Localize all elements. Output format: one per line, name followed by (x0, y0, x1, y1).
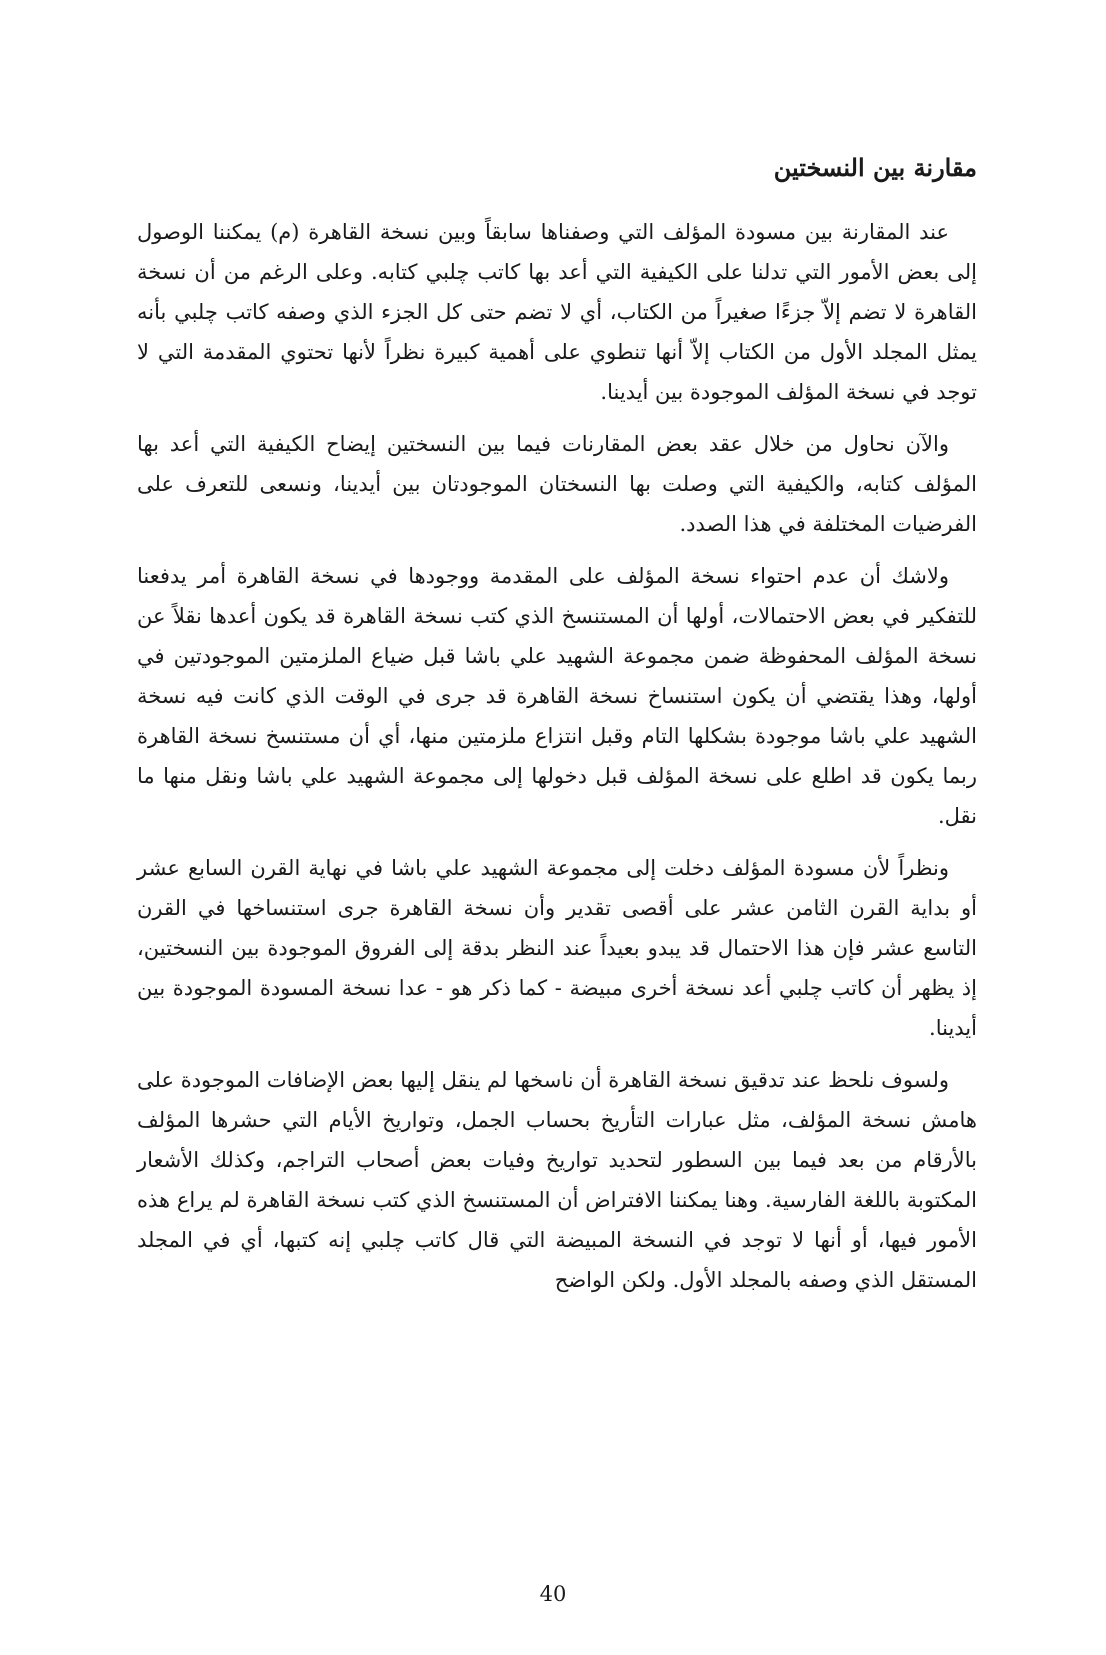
paragraph-2: والآن نحاول من خلال عقد بعض المقارنات فيما بين النسختين إيضاح الكيفية التي أعد بها المؤلف كتابه، والكيفية التي وصلت بها النسختان الموجودتان بين أيدينا، ونسعى للتعرف على الفرضيات المختلفة في هذا الصدد. (137, 432, 977, 536)
paragraph-1: عند المقارنة بين مسودة المؤلف التي وصفناها سابقاً وبين نسخة القاهرة (م) يمكننا الوصول إلى بعض الأمور التي تدلنا على الكيفية التي أعد بها كاتب چلبي كتابه. وعلى الرغم من أن نسخة القاهرة لا تضم إلاّ جزءًا صغيراً من الكتاب، أي لا تضم حتى كل الجزء الذي وصفه كاتب چلبي بأنه يمثل المجلد الأول من الكتاب إلاّ أنها تنطوي على أهمية كبيرة نظراً لأنها تحتوي المقدمة التي لا توجد في نسخة المؤلف الموجودة بين أيدينا. (137, 220, 977, 404)
paragraph-5: ولسوف نلحظ عند تدقيق نسخة القاهرة أن ناسخها لم ينقل إليها بعض الإضافات الموجودة على هامش نسخة المؤلف، مثل عبارات التأريخ بحساب الجمل، وتواريخ الأيام التي حشرها المؤلف بالأرقام من بعد فيما بين السطور لتحديد تواريخ وفيات بعض أصحاب التراجم، وكذلك الأشعار المكتوبة باللغة الفارسية. وهنا يمكننا الافتراض أن المستنسخ الذي كتب نسخة القاهرة لم يراع هذه الأمور فيها، أو أنها لا توجد في النسخة المبيضة التي قال كاتب چلبي إنه كتبها، أي في المجلد المستقل الذي وصفه بالمجلد الأول. ولكن الواضح (137, 1068, 977, 1292)
section-heading: مقارنة بين النسختين (773, 153, 977, 182)
paragraph-3: ولاشك أن عدم احتواء نسخة المؤلف على المقدمة ووجودها في نسخة القاهرة أمر يدفعنا للتفكير في بعض الاحتمالات، أولها أن المستنسخ الذي كتب نسخة القاهرة قد يكون أعدها نقلاً عن نسخة المؤلف المحفوظة ضمن مجموعة الشهيد علي باشا قبل ضياع الملزمتين الموجودتين في أولها، وهذا يقتضي أن يكون استنساخ نسخة القاهرة قد جرى في الوقت الذي كانت فيه نسخة الشهيد علي باشا موجودة بشكلها التام وقبل انتزاع ملزمتين منها، أي أن مستنسخ نسخة القاهرة ربما يكون قد اطلع على نسخة المؤلف قبل دخولها إلى مجموعة الشهيد علي باشا ونقل منها ما نقل. (137, 564, 977, 828)
page-number: 40 (539, 1582, 567, 1606)
paragraph-4: ونظراً لأن مسودة المؤلف دخلت إلى مجموعة الشهيد علي باشا في نهاية القرن السابع عشر أو بداية القرن الثامن عشر على أقصى تقدير وأن نسخة القاهرة جرى استنساخها في القرن التاسع عشر فإن هذا الاحتمال قد يبدو بعيداً عند النظر بدقة إلى الفروق الموجودة بين النسختين، إذ يظهر أن كاتب چلبي أعد نسخة أخرى مبيضة - كما ذكر هو - عدا نسخة المسودة الموجودة بين أيدينا. (137, 856, 977, 1040)
page-content (137, 150, 977, 1312)
